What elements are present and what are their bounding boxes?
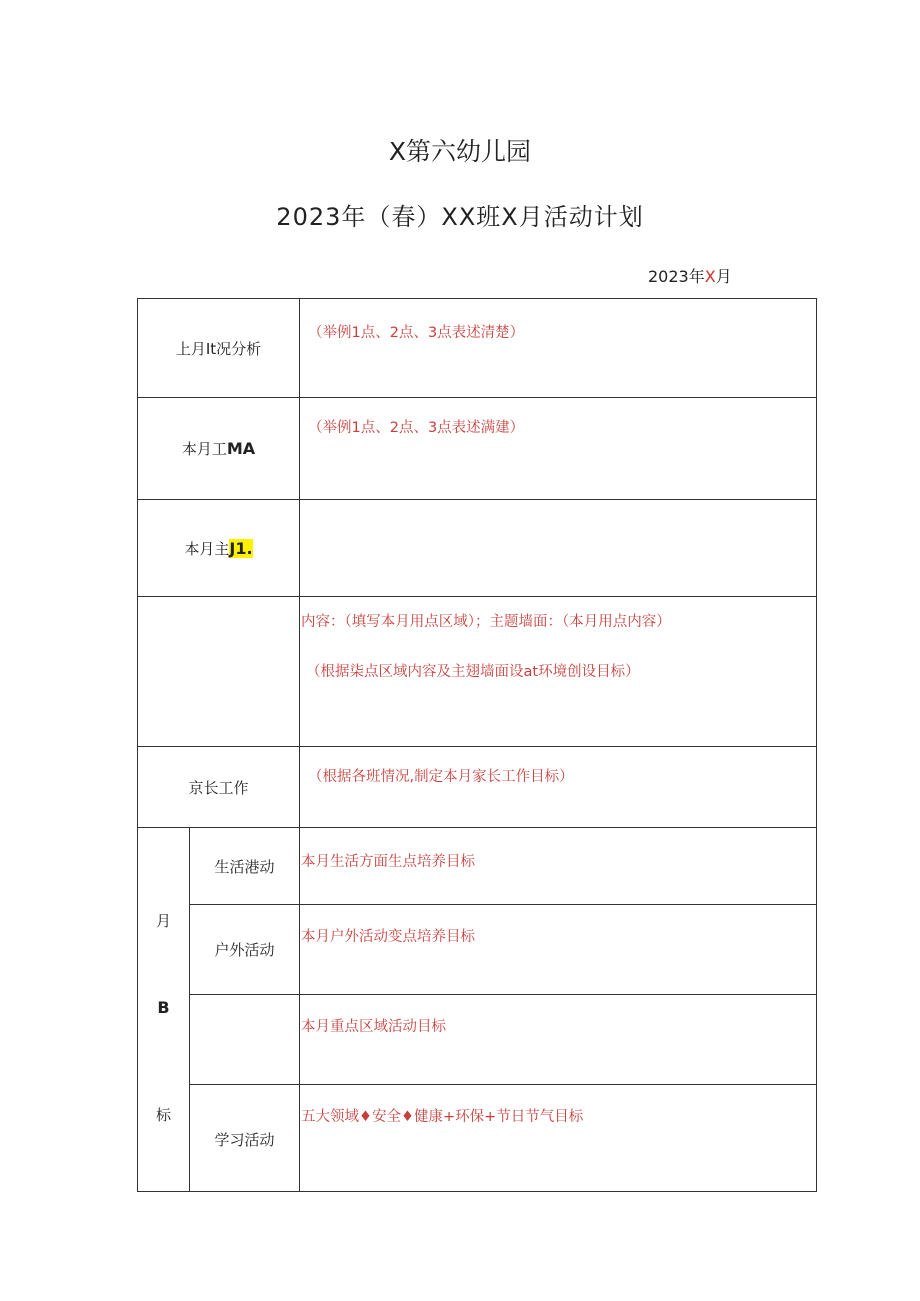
- activity-plan-table: [137, 298, 817, 1192]
- label-theme-text: 本月主: [184, 539, 230, 558]
- row-life-activity: [138, 828, 817, 905]
- content-study-activity[interactable]: 五大领域♦安全♦健康+环保+节日节气目标: [300, 1085, 817, 1192]
- label-parent: 京长工作: [138, 747, 300, 828]
- label-life-activity: 生活港动: [190, 828, 300, 905]
- content-parent[interactable]: （根据各班情况,制定本月家长工作目标）: [300, 747, 817, 828]
- row-work: [138, 398, 817, 500]
- label-study-activity: 学习活动: [190, 1085, 300, 1192]
- row-theme: [138, 500, 817, 597]
- label-work-text: 本月工: [181, 440, 227, 458]
- label-last-month: 上月It况分析: [138, 299, 300, 398]
- label-work: [138, 398, 300, 500]
- label-theme-highlight: J1.: [229, 538, 253, 558]
- date-month-suffix: 月: [715, 267, 732, 286]
- label-environment: [138, 597, 300, 747]
- label-theme: [138, 500, 300, 597]
- environment-line-1: 内容：（填写本月用点区域）；主题墙面：（本月用点内容）: [301, 614, 671, 630]
- plan-date: [648, 264, 732, 287]
- row-study-activity: [138, 1085, 817, 1192]
- environment-line-2: （根据柒点区域内容及主翅墙面设at环境创设目标）: [306, 664, 640, 680]
- plan-title: 2023年（春）XX班X月活动计划: [276, 203, 644, 231]
- school-name: X第六幼儿园: [388, 137, 532, 166]
- content-last-month[interactable]: （举例1点、2点、3点表述清楚）: [300, 299, 817, 398]
- content-environment[interactable]: [300, 597, 817, 747]
- content-work[interactable]: （举例1点、2点、3点表述满建）: [300, 398, 817, 500]
- goals-side-label: [138, 828, 190, 1192]
- label-outdoor-activity: 户外活动: [190, 905, 300, 995]
- content-area-activity[interactable]: 本月重点区域活动目标: [300, 995, 817, 1085]
- side-char-b: B: [157, 998, 170, 1017]
- content-outdoor-activity[interactable]: 本月户外活动变点培养目标: [300, 905, 817, 995]
- date-month-placeholder: X: [704, 267, 716, 286]
- row-outdoor-activity: [138, 905, 817, 995]
- content-theme[interactable]: [300, 500, 817, 597]
- row-area-activity: [138, 995, 817, 1085]
- label-work-suffix: MA: [226, 439, 256, 458]
- row-environment: [138, 597, 817, 747]
- row-last-month: [138, 299, 817, 398]
- side-char-month: 月: [155, 912, 171, 930]
- row-parent: [138, 747, 817, 828]
- content-life-activity[interactable]: 本月生活方面生点培养目标: [300, 828, 817, 905]
- label-area-activity: [190, 995, 300, 1085]
- date-year: 2023年: [648, 267, 705, 286]
- side-char-target: 标: [155, 1106, 171, 1124]
